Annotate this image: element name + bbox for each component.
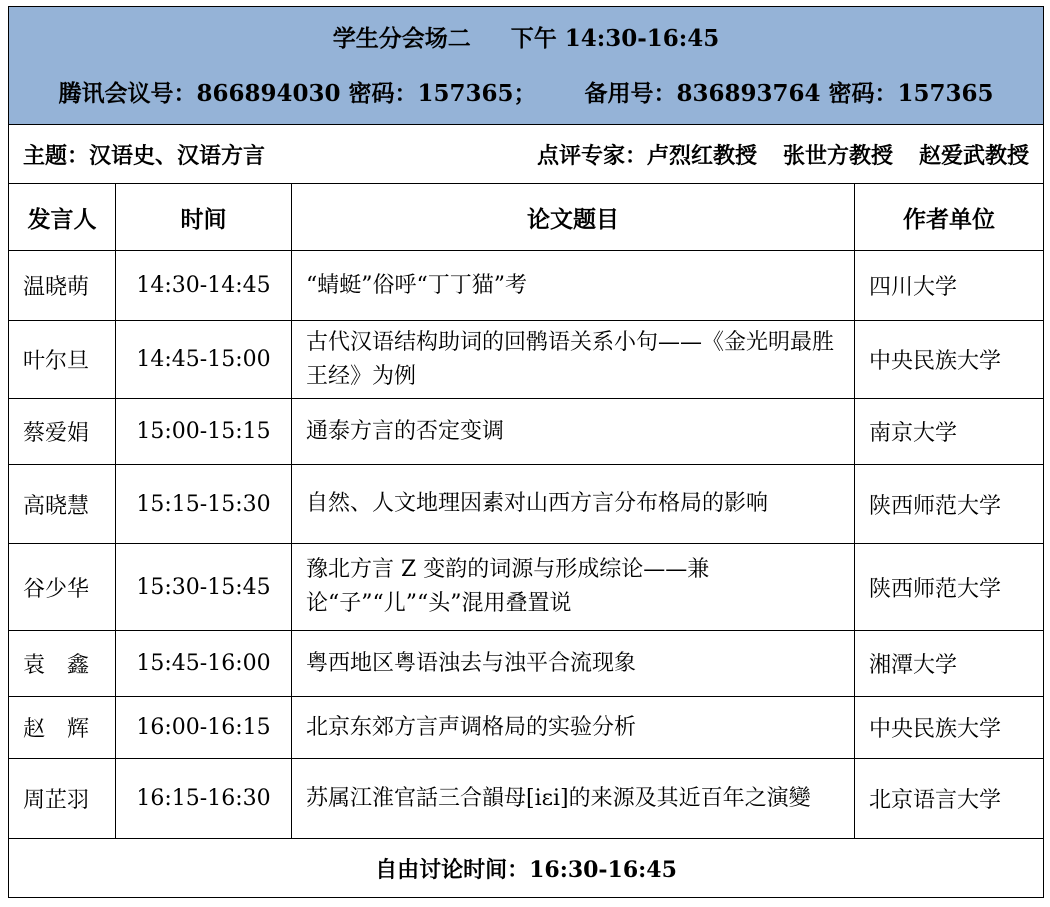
speaker-cell: 谷少华 — [9, 544, 116, 631]
session-time: 下午 14:30-16:45 — [510, 24, 720, 52]
unit-cell: 中央民族大学 — [855, 697, 1044, 759]
table-row — [9, 399, 1044, 465]
column-header-unit: 作者单位 — [855, 184, 1044, 251]
time-cell: 14:45-15:00 — [116, 321, 292, 399]
session-name: 学生分会场二 — [332, 24, 471, 52]
table-row — [9, 697, 1044, 759]
topic-row — [9, 125, 1044, 184]
speaker-cell: 赵 辉 — [9, 697, 116, 759]
unit-cell: 北京语言大学 — [855, 759, 1044, 839]
column-header-speaker: 发言人 — [9, 184, 116, 251]
title-cell: 古代汉语结构助词的回鹘语关系小句——《金光明最胜王经》为例 — [292, 321, 855, 399]
footer-row — [9, 839, 1044, 898]
backup-meeting-info: 备用号：836893764 密码：157365 — [584, 79, 994, 107]
time-cell: 15:45-16:00 — [116, 631, 292, 697]
title-cell: “蜻蜓”俗呼“丁丁猫”考 — [292, 251, 855, 321]
title-cell: 北京东郊方言声调格局的实验分析 — [292, 697, 855, 759]
session-header-row — [9, 7, 1044, 125]
unit-cell: 中央民族大学 — [855, 321, 1044, 399]
unit-cell: 陕西师范大学 — [855, 544, 1044, 631]
table-row — [9, 759, 1044, 839]
table-row — [9, 631, 1044, 697]
table-row — [9, 251, 1044, 321]
speaker-cell: 周芷羽 — [9, 759, 116, 839]
unit-cell: 四川大学 — [855, 251, 1044, 321]
free-discussion-time: 自由讨论时间：16:30-16:45 — [9, 839, 1044, 898]
table-row — [9, 544, 1044, 631]
speaker-cell: 温晓萌 — [9, 251, 116, 321]
reviewers — [537, 139, 1043, 170]
reviewers-label: 点评专家： — [536, 142, 647, 169]
title-cell: 苏属江淮官話三合韻母[iɛi]的来源及其近百年之演變 — [292, 759, 855, 839]
unit-cell: 陕西师范大学 — [855, 465, 1044, 544]
time-cell: 15:30-15:45 — [116, 544, 292, 631]
time-cell: 16:15-16:30 — [116, 759, 292, 839]
time-cell: 15:00-15:15 — [116, 399, 292, 465]
speaker-cell: 叶尔旦 — [9, 321, 116, 399]
time-cell: 15:15-15:30 — [116, 465, 292, 544]
session-header — [9, 7, 1044, 125]
table-row — [9, 465, 1044, 544]
table-row — [9, 321, 1044, 399]
title-cell: 自然、人文地理因素对山西方言分布格局的影响 — [292, 465, 855, 544]
speaker-cell: 袁 鑫 — [9, 631, 116, 697]
unit-cell: 湘潭大学 — [855, 631, 1044, 697]
reviewer-3: 赵爱武教授 — [918, 142, 1029, 169]
meeting-info: 腾讯会议号：866894030 密码：157365； — [58, 79, 537, 107]
title-cell: 豫北方言 Z 变韵的词源与形成综论——兼论“子”“儿”“头”混用叠置说 — [292, 544, 855, 631]
title-cell: 通泰方言的否定变调 — [292, 399, 855, 465]
time-cell: 16:00-16:15 — [116, 697, 292, 759]
speaker-cell: 蔡爱娟 — [9, 399, 116, 465]
schedule-table — [8, 6, 1044, 898]
reviewer-1: 卢烈红教授 — [646, 142, 757, 169]
topic-cell — [9, 125, 1044, 184]
title-cell: 粤西地区粤语浊去与浊平合流现象 — [292, 631, 855, 697]
session-theme: 主题：汉语史、汉语方言 — [23, 142, 266, 169]
unit-cell: 南京大学 — [855, 399, 1044, 465]
column-header-time: 时间 — [116, 184, 292, 251]
column-header-row — [9, 184, 1044, 251]
time-cell: 14:30-14:45 — [116, 251, 292, 321]
column-header-title: 论文题目 — [292, 184, 855, 251]
reviewer-2: 张世方教授 — [782, 142, 893, 169]
speaker-cell: 高晓慧 — [9, 465, 116, 544]
